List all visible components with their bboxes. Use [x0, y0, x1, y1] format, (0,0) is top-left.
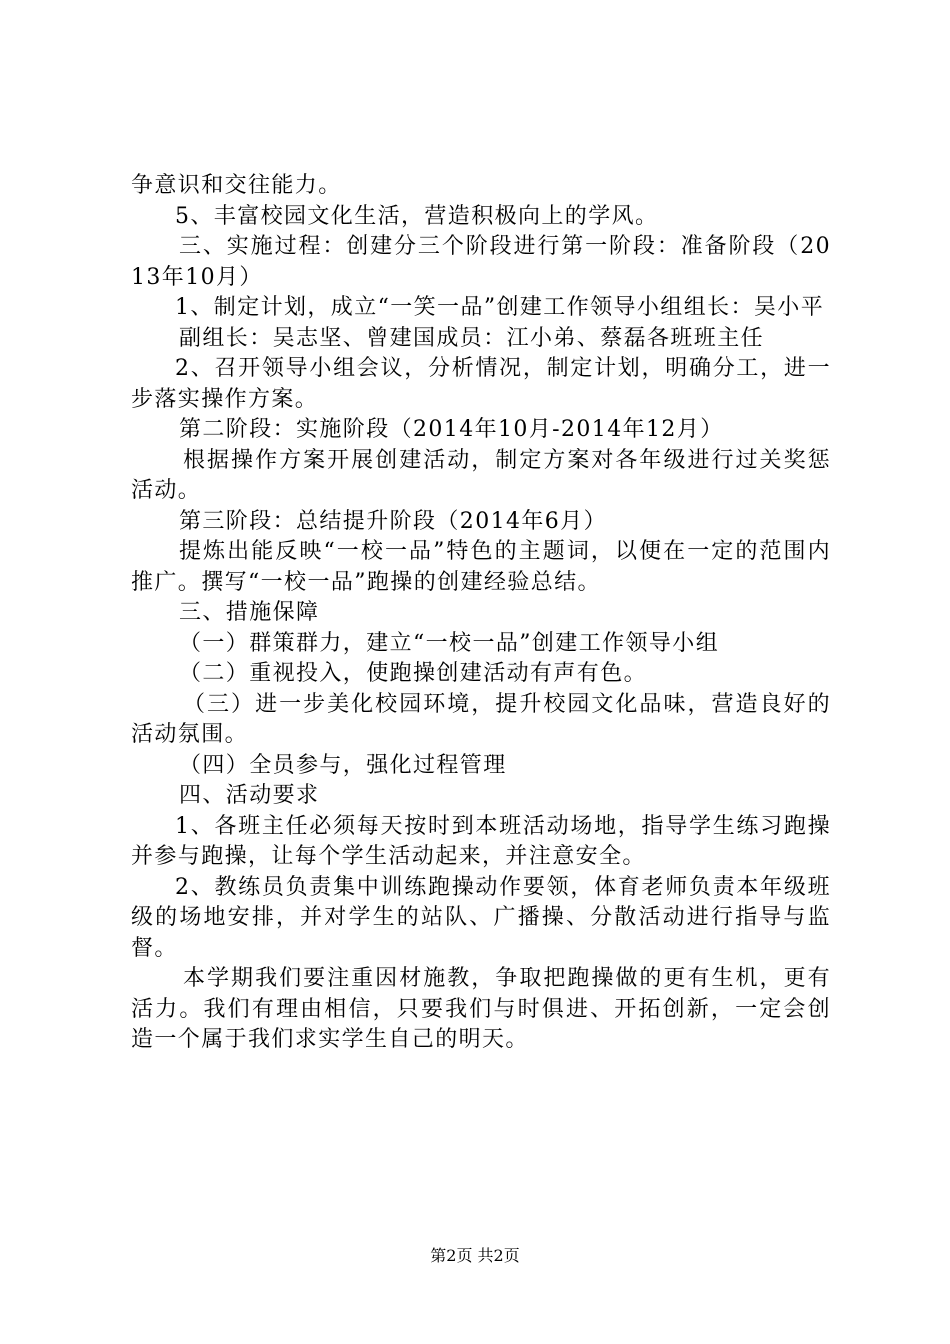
- paragraph: 1、各班主任必须每天按时到本班活动场地，指导学生练习跑操并参与跑操，让每个学生活动起来，并注意安全。: [131, 813, 831, 869]
- paragraph: 第三阶段：总结提升阶段（2014年6月）: [179, 508, 607, 534]
- paragraph: 1、制定计划，成立“一笑一品”创建工作领导小组组长：吴小平: [175, 295, 825, 320]
- paragraph: 第二阶段：实施阶段（2014年10月-2014年12月）: [179, 417, 724, 442]
- paragraph: 2、召开领导小组会议，分析情况，制定计划，明确分工，进一步落实操作方案。: [131, 356, 831, 412]
- paragraph: 争意识和交往能力。: [131, 173, 342, 198]
- paragraph: 提炼出能反映“一校一品”特色的主题词，以便在一定的范围内推广。撰写“一校一品”跑操的创建经验总结。: [131, 539, 831, 595]
- paragraph: 本学期我们要注重因材施教，争取把跑操做的更有生机，更有活力。我们有理由相信，只要我们与时俱进、开拓创新，一定会创造一个属于我们求实学生自己的明天。: [131, 966, 831, 1052]
- paragraph: 5、丰富校园文化生活，营造积极向上的学风。: [175, 203, 659, 229]
- paragraph: 2、教练员负责集中训练跑操动作要领，体育老师负责本年级班级的场地安排，并对学生的站队、广播操、分散活动进行指导与监督。: [131, 874, 831, 961]
- paragraph: 副组长：吴志坚、曾建国成员：江小弟、蔡磊各班班主任: [179, 325, 765, 351]
- page-footer: 第2页 共2页: [430, 1246, 520, 1265]
- paragraph: 根据操作方案开展创建活动，制定方案对各年级进行过关奖惩活动。: [131, 447, 831, 503]
- paragraph: 三、实施过程：创建分三个阶段进行第一阶段：准备阶段（2013年10月）: [131, 234, 831, 290]
- paragraph: （三）进一步美化校园环境，提升校园文化品味，营造良好的活动氛围。: [131, 691, 831, 747]
- paragraph: （四）全员参与，强化过程管理: [179, 752, 507, 778]
- document-body: [131, 171, 831, 1056]
- section-heading: 四、活动要求: [179, 783, 320, 808]
- paragraph: （二）重视投入，使跑操创建活动有声有色。: [179, 661, 648, 686]
- section-heading: 三、措施保障: [179, 600, 320, 625]
- paragraph: （一）群策群力，建立“一校一品”创建工作领导小组: [179, 630, 720, 656]
